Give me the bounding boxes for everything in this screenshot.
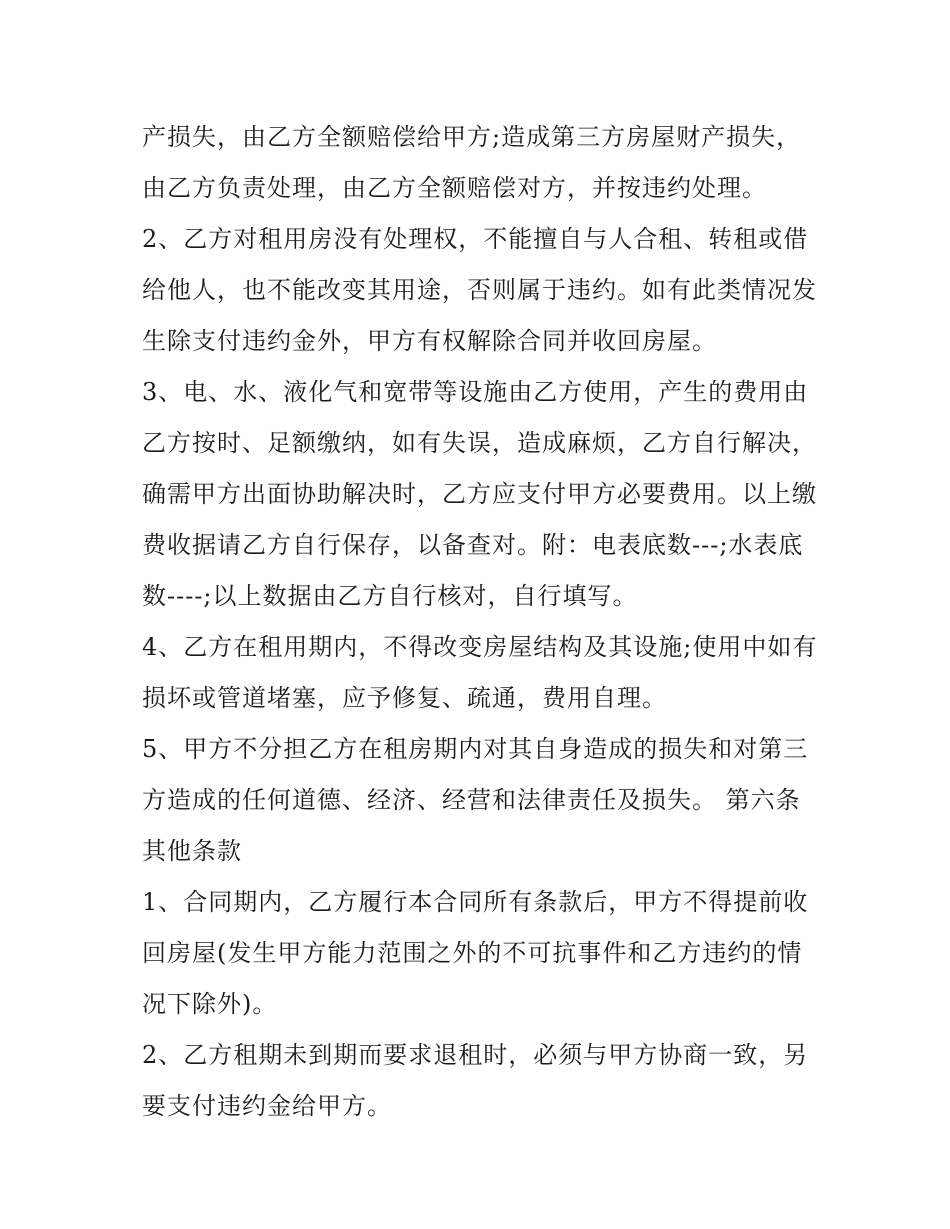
- text-line: 2、乙方对租用房没有处理权，不能擅自与人合租、转租或借: [142, 225, 809, 253]
- text-line: 5、甲方不分担乙方在租房期内对其自身造成的损失和对第三: [142, 735, 809, 763]
- text-line: 损坏或管道堵塞，应予修复、疏通，费用自理。: [142, 684, 667, 712]
- text-line: 方造成的任何道德、经济、经营和法律责任及损失。 第六条: [142, 786, 801, 814]
- text-line: 4、乙方在租用期内，不得改变房屋结构及其设施;使用中如有: [142, 633, 818, 661]
- text-line: 3、电、水、液化气和宽带等设施由乙方使用，产生的费用由: [142, 378, 809, 406]
- text-line: 由乙方负责处理，由乙方全额赔偿对方，并按违约处理。: [142, 174, 767, 202]
- text-line: 要支付违约金给甲方。: [142, 1092, 392, 1120]
- text-line: 1、合同期内，乙方履行本合同所有条款后，甲方不得提前收: [142, 888, 809, 916]
- text-line: 费收据请乙方自行保存，以备查对。附：电表底数---;水表底: [142, 531, 804, 559]
- text-line: 给他人，也不能改变其用途，否则属于违约。如有此类情况发: [142, 276, 817, 304]
- text-line: 2、乙方租期未到期而要求退租时，必须与甲方协商一致，另: [142, 1041, 809, 1069]
- text-line: 数----;以上数据由乙方自行核对，自行填写。: [142, 582, 638, 610]
- text-line: 况下除外)。: [142, 990, 278, 1018]
- text-line: 生除支付违约金外，甲方有权解除合同并收回房屋。: [142, 327, 717, 355]
- text-line: 确需甲方出面协助解决时，乙方应支付甲方必要费用。以上缴: [142, 480, 817, 508]
- text-line: 其他条款: [142, 837, 242, 865]
- text-line: 乙方按时、足额缴纳，如有失误，造成麻烦，乙方自行解决，: [142, 429, 817, 457]
- document-body: [142, 112, 822, 1132]
- text-line: 产损失，由乙方全额赔偿给甲方;造成第三方房屋财产损失，: [142, 123, 802, 151]
- text-line: 回房屋(发生甲方能力范围之外的不可抗事件和乙方违约的情: [142, 939, 803, 967]
